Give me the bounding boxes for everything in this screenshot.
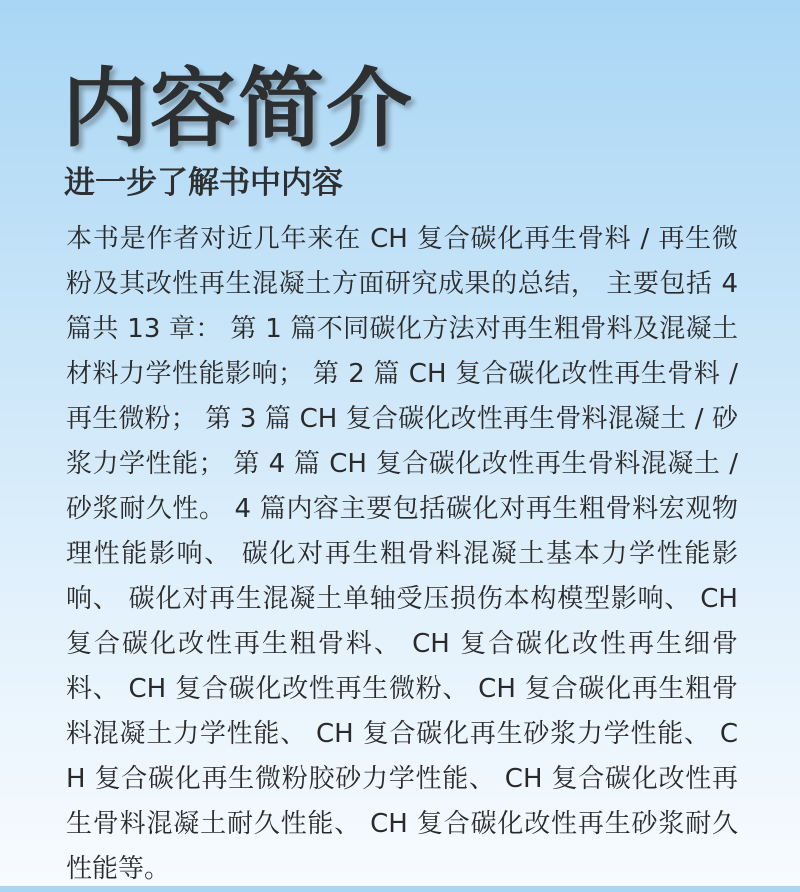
page-title: 内容简介 [62,59,414,159]
book-summary-text: 本书是作者对近几年来在 CH 复合碳化再生骨料 / 再生微粉及其改性再生混凝土方面研究成果的总结， 主要包括 4 篇共 13 章： 第 1 篇不同碳化方法对再生粗骨料及混凝土材料力学性能影响； 第 2 篇 CH 复合碳化改性再生骨料 / 再生微粉； 第 3 篇 CH 复合碳化改性再生骨料混凝土 / 砂浆力学性能； 第 4 篇 CH 复合碳化改性再生骨料混凝土 / 砂浆耐久性。 4 篇内容主要包括碳化对再生粗骨料宏观物理性能影响、 碳化对再生粗骨料混凝土基本力学性能影响、 碳化对再生混凝土单轴受压损伤本构模型影响、 CH 复合碳化改性再生粗骨料、 CH 复合碳化改性再生细骨料、 CH 复合碳化改性再生微粉、 CH 复合碳化再生粗骨料混凝土力学性能、 CH 复合碳化再生砂浆力学性能、 CH 复合碳化再生微粉胶砂力学性能、 CH 复合碳化改性再生骨料混凝土耐久性能、 CH 复合碳化改性再生砂浆耐久性能等。 [66,224,738,884]
page-subtitle: 进一步了解书中内容 [64,165,343,201]
